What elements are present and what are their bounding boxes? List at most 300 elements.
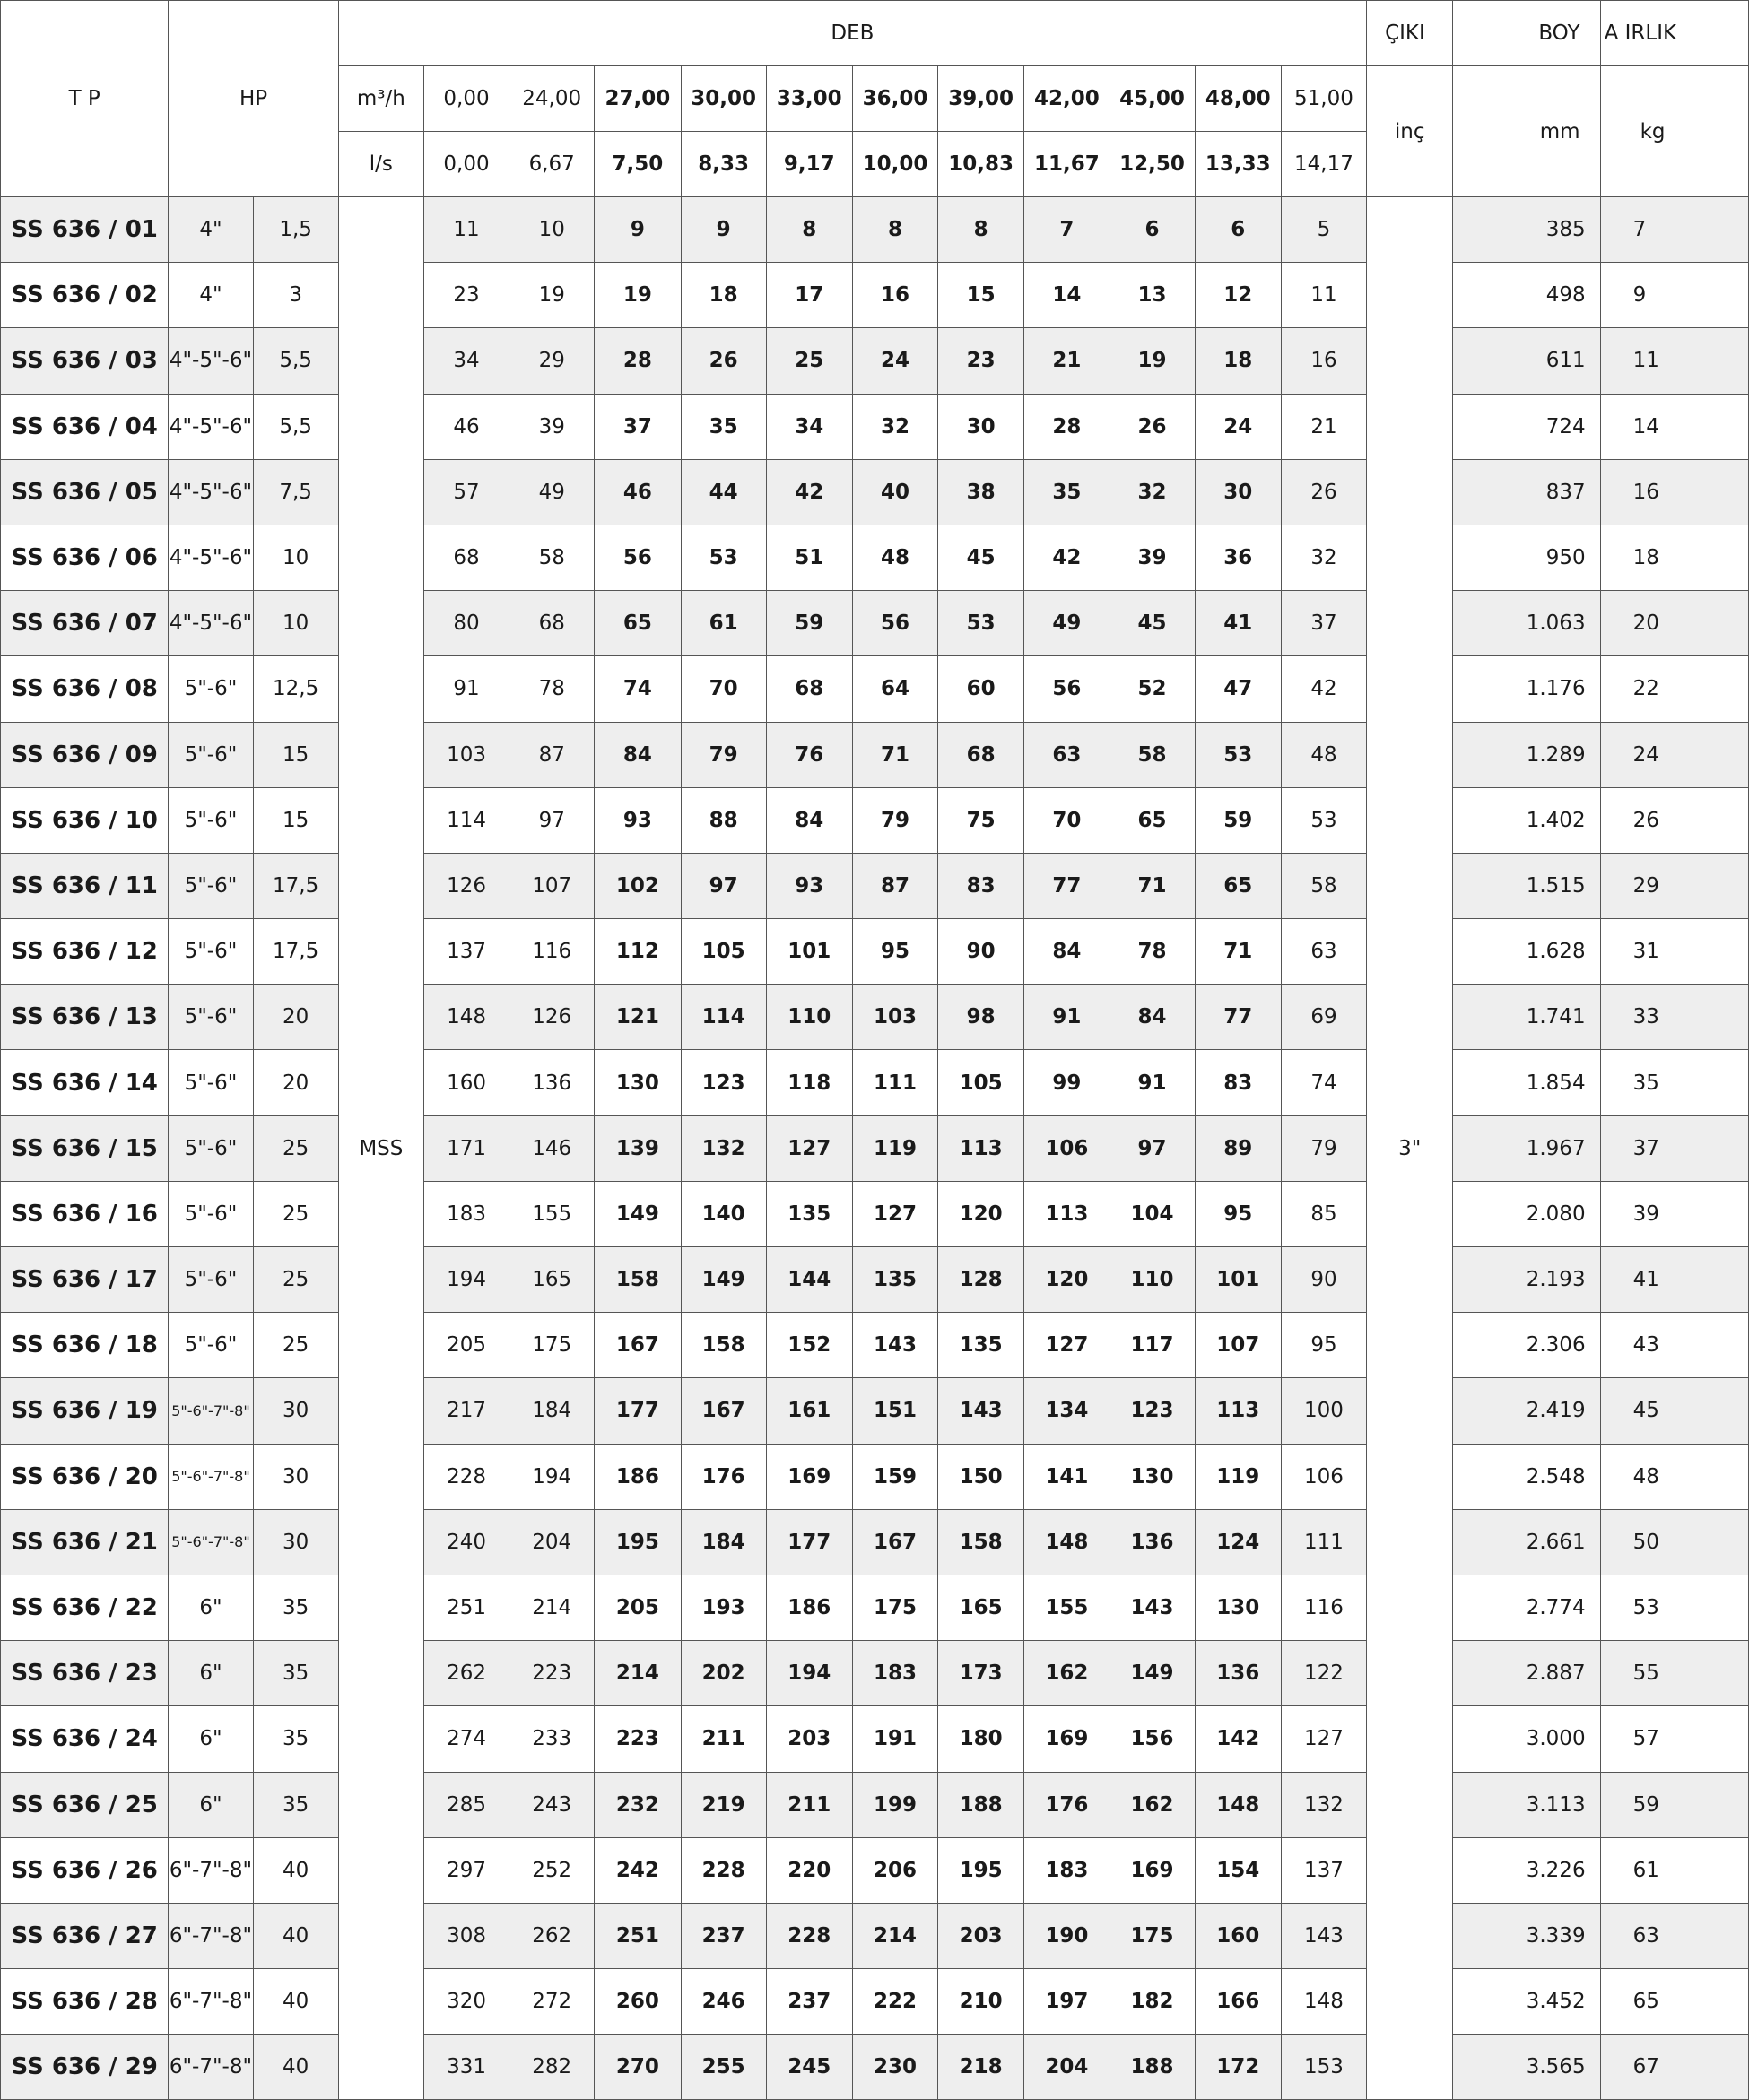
motor-size: 4" [169, 263, 253, 328]
head-value: 182 [1109, 1969, 1195, 2035]
head-value: 59 [1195, 787, 1281, 853]
head-value: 118 [766, 1050, 852, 1115]
pump-type: SS 636 / 22 [1, 1575, 169, 1640]
head-value: 320 [423, 1969, 509, 2035]
head-value: 65 [1195, 853, 1281, 918]
head-value: 228 [766, 1903, 852, 1968]
motor-size: 4"-5"-6" [169, 394, 253, 459]
pump-type: SS 636 / 21 [1, 1509, 169, 1575]
head-value: 197 [1024, 1969, 1109, 2035]
power-hp: 30 [253, 1444, 338, 1509]
head-value: 206 [852, 1837, 937, 1903]
pump-type: SS 636 / 20 [1, 1444, 169, 1509]
weight-kg: 18 [1600, 525, 1748, 590]
head-value: 194 [423, 1247, 509, 1313]
motor-size: 6"-7"-8" [169, 1969, 253, 2035]
table-row [1, 394, 1749, 459]
head-value: 205 [595, 1575, 681, 1640]
head-value: 252 [509, 1837, 595, 1903]
table-row [1, 1903, 1749, 1968]
flow-ls-4: 9,17 [766, 132, 852, 197]
table-row [1, 1641, 1749, 1706]
motor-size: 4"-5"-6" [169, 328, 253, 394]
head-value: 126 [509, 985, 595, 1050]
pump-type: SS 636 / 13 [1, 985, 169, 1050]
power-hp: 40 [253, 2035, 338, 2100]
table-row [1, 328, 1749, 394]
power-hp: 5,5 [253, 394, 338, 459]
head-value: 25 [766, 328, 852, 394]
power-hp: 30 [253, 1509, 338, 1575]
head-value: 114 [681, 985, 766, 1050]
table-row [1, 1115, 1749, 1181]
length-mm: 1.967 [1453, 1115, 1600, 1181]
length-mm: 1.176 [1453, 656, 1600, 722]
head-value: 105 [938, 1050, 1024, 1115]
weight-kg: 53 [1600, 1575, 1748, 1640]
weight-kg: 11 [1600, 328, 1748, 394]
head-value: 91 [1024, 985, 1109, 1050]
head-value: 297 [423, 1837, 509, 1903]
head-value: 169 [1024, 1706, 1109, 1772]
head-value: 26 [1281, 459, 1366, 525]
power-hp: 35 [253, 1575, 338, 1640]
head-value: 190 [1024, 1903, 1109, 1968]
motor-size: 4" [169, 197, 253, 263]
head-value: 139 [595, 1115, 681, 1181]
head-value: 171 [423, 1115, 509, 1181]
head-value: 183 [423, 1181, 509, 1246]
head-value: 6 [1109, 197, 1195, 263]
power-hp: 5,5 [253, 328, 338, 394]
flow-m3h-1: 24,00 [509, 66, 595, 132]
length-mm: 2.193 [1453, 1247, 1600, 1313]
head-value: 59 [766, 591, 852, 656]
pump-type: SS 636 / 05 [1, 459, 169, 525]
length-mm: 837 [1453, 459, 1600, 525]
head-value: 97 [509, 787, 595, 853]
head-value: 202 [681, 1641, 766, 1706]
head-value: 83 [938, 853, 1024, 918]
head-value: 63 [1024, 722, 1109, 787]
head-value: 103 [423, 722, 509, 787]
head-value: 79 [681, 722, 766, 787]
head-value: 28 [1024, 394, 1109, 459]
head-value: 141 [1024, 1444, 1109, 1509]
head-value: 195 [938, 1837, 1024, 1903]
table-row [1, 985, 1749, 1050]
head-value: 146 [509, 1115, 595, 1181]
head-value: 153 [1281, 2035, 1366, 2100]
head-value: 233 [509, 1706, 595, 1772]
power-hp: 35 [253, 1772, 338, 1837]
head-value: 23 [423, 263, 509, 328]
head-value: 175 [509, 1313, 595, 1378]
head-value: 158 [681, 1313, 766, 1378]
head-value: 70 [681, 656, 766, 722]
table-row [1, 656, 1749, 722]
head-value: 143 [1109, 1575, 1195, 1640]
head-value: 230 [852, 2035, 937, 2100]
table-row [1, 1837, 1749, 1903]
head-value: 251 [595, 1903, 681, 1968]
head-value: 69 [1281, 985, 1366, 1050]
head-value: 149 [681, 1247, 766, 1313]
motor-size: 6" [169, 1706, 253, 1772]
head-value: 240 [423, 1509, 509, 1575]
head-value: 17 [766, 263, 852, 328]
table-row [1, 197, 1749, 263]
head-value: 151 [852, 1378, 937, 1444]
head-value: 130 [1195, 1575, 1281, 1640]
weight-kg: 57 [1600, 1706, 1748, 1772]
table-row [1, 1313, 1749, 1378]
motor-size: 5"-6" [169, 722, 253, 787]
head-value: 122 [1281, 1641, 1366, 1706]
power-hp: 15 [253, 722, 338, 787]
power-hp: 3 [253, 263, 338, 328]
power-hp: 40 [253, 1969, 338, 2035]
head-value: 130 [595, 1050, 681, 1115]
head-value: 167 [852, 1509, 937, 1575]
weight-kg: 9 [1600, 263, 1748, 328]
head-value: 40 [852, 459, 937, 525]
head-value: 53 [681, 525, 766, 590]
head-value: 11 [1281, 263, 1366, 328]
head-value: 48 [1281, 722, 1366, 787]
length-mm: 3.339 [1453, 1903, 1600, 1968]
head-value: 13 [1109, 263, 1195, 328]
head-value: 220 [766, 1837, 852, 1903]
head-value: 120 [1024, 1247, 1109, 1313]
head-value: 149 [1109, 1641, 1195, 1706]
head-value: 130 [1109, 1444, 1195, 1509]
head-value: 188 [1109, 2035, 1195, 2100]
motor-size: 5"-6" [169, 1050, 253, 1115]
motor-size: 5"-6" [169, 1313, 253, 1378]
length-mm: 1.515 [1453, 853, 1600, 918]
head-value: 34 [766, 394, 852, 459]
head-value: 49 [1024, 591, 1109, 656]
head-value: 114 [423, 787, 509, 853]
head-value: 65 [1109, 787, 1195, 853]
pump-type: SS 636 / 23 [1, 1641, 169, 1706]
head-value: 167 [681, 1378, 766, 1444]
flow-ls-0: 0,00 [423, 132, 509, 197]
weight-kg: 22 [1600, 656, 1748, 722]
head-value: 32 [1109, 459, 1195, 525]
head-value: 211 [681, 1706, 766, 1772]
head-value: 255 [681, 2035, 766, 2100]
weight-kg: 35 [1600, 1050, 1748, 1115]
head-value: 160 [1195, 1903, 1281, 1968]
head-value: 84 [1024, 919, 1109, 985]
head-value: 218 [938, 2035, 1024, 2100]
head-value: 203 [938, 1903, 1024, 1968]
length-mm: 1.402 [1453, 787, 1600, 853]
head-value: 16 [1281, 328, 1366, 394]
head-value: 10 [509, 197, 595, 263]
head-value: 79 [1281, 1115, 1366, 1181]
table-row [1, 1509, 1749, 1575]
head-value: 148 [423, 985, 509, 1050]
flow-ls-8: 12,50 [1109, 132, 1195, 197]
head-value: 99 [1024, 1050, 1109, 1115]
head-value: 121 [595, 985, 681, 1050]
pump-type: SS 636 / 16 [1, 1181, 169, 1246]
table-row [1, 263, 1749, 328]
table-row [1, 853, 1749, 918]
head-value: 74 [595, 656, 681, 722]
head-value: 110 [766, 985, 852, 1050]
flow-ls-6: 10,83 [938, 132, 1024, 197]
table-row [1, 1247, 1749, 1313]
flow-m3h-9: 48,00 [1195, 66, 1281, 132]
head-value: 210 [938, 1969, 1024, 2035]
weight-kg: 43 [1600, 1313, 1748, 1378]
head-value: 90 [1281, 1247, 1366, 1313]
length-mm: 2.774 [1453, 1575, 1600, 1640]
head-value: 53 [938, 591, 1024, 656]
head-value: 161 [766, 1378, 852, 1444]
pump-type: SS 636 / 28 [1, 1969, 169, 2035]
head-value: 148 [1024, 1509, 1109, 1575]
head-value: 37 [595, 394, 681, 459]
head-value: 26 [681, 328, 766, 394]
head-value: 64 [852, 656, 937, 722]
head-value: 137 [423, 919, 509, 985]
head-value: 214 [852, 1903, 937, 1968]
head-value: 152 [766, 1313, 852, 1378]
header-cikis: ÇIKI [1367, 1, 1453, 66]
head-value: 97 [1109, 1115, 1195, 1181]
length-mm: 2.548 [1453, 1444, 1600, 1509]
head-value: 74 [1281, 1050, 1366, 1115]
head-value: 120 [938, 1181, 1024, 1246]
header-boy: BOY [1453, 1, 1600, 66]
head-value: 68 [509, 591, 595, 656]
length-mm: 3.565 [1453, 2035, 1600, 2100]
head-value: 158 [938, 1509, 1024, 1575]
length-mm: 3.452 [1453, 1969, 1600, 2035]
head-value: 87 [852, 853, 937, 918]
power-hp: 35 [253, 1641, 338, 1706]
flow-m3h-8: 45,00 [1109, 66, 1195, 132]
weight-kg: 61 [1600, 1837, 1748, 1903]
length-mm: 724 [1453, 394, 1600, 459]
head-value: 126 [423, 853, 509, 918]
head-value: 148 [1281, 1969, 1366, 2035]
flow-m3h-0: 0,00 [423, 66, 509, 132]
head-value: 228 [423, 1444, 509, 1509]
head-value: 77 [1195, 985, 1281, 1050]
head-value: 90 [938, 919, 1024, 985]
head-value: 63 [1281, 919, 1366, 985]
head-value: 204 [1024, 2035, 1109, 2100]
head-value: 36 [1195, 525, 1281, 590]
head-value: 282 [509, 2035, 595, 2100]
head-value: 262 [509, 1903, 595, 1968]
power-hp: 15 [253, 787, 338, 853]
head-value: 162 [1109, 1772, 1195, 1837]
head-value: 105 [681, 919, 766, 985]
head-value: 165 [509, 1247, 595, 1313]
head-value: 24 [1195, 394, 1281, 459]
motor-size: 6" [169, 1641, 253, 1706]
head-value: 56 [595, 525, 681, 590]
head-value: 56 [1024, 656, 1109, 722]
pump-type: SS 636 / 27 [1, 1903, 169, 1968]
length-mm: 3.226 [1453, 1837, 1600, 1903]
head-value: 39 [1109, 525, 1195, 590]
unit-mm: mm [1453, 66, 1600, 197]
length-mm: 385 [1453, 197, 1600, 263]
weight-kg: 20 [1600, 591, 1748, 656]
head-value: 93 [766, 853, 852, 918]
flow-m3h-6: 39,00 [938, 66, 1024, 132]
head-value: 106 [1281, 1444, 1366, 1509]
weight-kg: 24 [1600, 722, 1748, 787]
pump-type: SS 636 / 19 [1, 1378, 169, 1444]
length-mm: 1.741 [1453, 985, 1600, 1050]
weight-kg: 39 [1600, 1181, 1748, 1246]
head-value: 8 [938, 197, 1024, 263]
length-mm: 1.289 [1453, 722, 1600, 787]
head-value: 32 [1281, 525, 1366, 590]
head-value: 245 [766, 2035, 852, 2100]
power-hp: 35 [253, 1706, 338, 1772]
head-value: 180 [938, 1706, 1024, 1772]
weight-kg: 65 [1600, 1969, 1748, 2035]
head-value: 80 [423, 591, 509, 656]
head-value: 48 [852, 525, 937, 590]
power-hp: 20 [253, 985, 338, 1050]
motor-size: 5"-6"-7"-8" [169, 1509, 253, 1575]
head-value: 39 [509, 394, 595, 459]
head-value: 228 [681, 1837, 766, 1903]
head-value: 127 [766, 1115, 852, 1181]
head-value: 159 [852, 1444, 937, 1509]
head-value: 15 [938, 263, 1024, 328]
weight-kg: 63 [1600, 1903, 1748, 1968]
table-row [1, 1050, 1749, 1115]
power-hp: 25 [253, 1181, 338, 1246]
motor-size: 5"-6"-7"-8" [169, 1444, 253, 1509]
pump-type: SS 636 / 29 [1, 2035, 169, 2100]
head-value: 102 [595, 853, 681, 918]
head-value: 217 [423, 1378, 509, 1444]
pump-type: SS 636 / 15 [1, 1115, 169, 1181]
power-hp: 25 [253, 1313, 338, 1378]
motor-size: 5"-6" [169, 656, 253, 722]
head-value: 205 [423, 1313, 509, 1378]
head-value: 188 [938, 1772, 1024, 1837]
head-value: 35 [681, 394, 766, 459]
table-row [1, 919, 1749, 985]
power-hp: 7,5 [253, 459, 338, 525]
motor-type: MSS [338, 197, 423, 2100]
head-value: 45 [938, 525, 1024, 590]
head-value: 184 [681, 1509, 766, 1575]
head-value: 123 [681, 1050, 766, 1115]
head-value: 237 [766, 1969, 852, 2035]
weight-kg: 26 [1600, 787, 1748, 853]
power-hp: 40 [253, 1837, 338, 1903]
outlet-size: 3" [1367, 197, 1453, 2100]
head-value: 21 [1024, 328, 1109, 394]
head-value: 112 [595, 919, 681, 985]
table-row [1, 1444, 1749, 1509]
head-value: 149 [595, 1181, 681, 1246]
power-hp: 17,5 [253, 853, 338, 918]
power-hp: 20 [253, 1050, 338, 1115]
head-value: 251 [423, 1575, 509, 1640]
head-value: 166 [1195, 1969, 1281, 2035]
head-value: 186 [595, 1444, 681, 1509]
head-value: 127 [852, 1181, 937, 1246]
head-value: 194 [766, 1641, 852, 1706]
head-value: 9 [595, 197, 681, 263]
power-hp: 25 [253, 1115, 338, 1181]
table-row [1, 525, 1749, 590]
head-value: 172 [1195, 2035, 1281, 2100]
head-value: 260 [595, 1969, 681, 2035]
length-mm: 1.063 [1453, 591, 1600, 656]
motor-size: 6" [169, 1772, 253, 1837]
motor-size: 5"-6" [169, 1247, 253, 1313]
head-value: 83 [1195, 1050, 1281, 1115]
head-value: 160 [423, 1050, 509, 1115]
head-value: 143 [852, 1313, 937, 1378]
pump-type: SS 636 / 17 [1, 1247, 169, 1313]
length-mm: 950 [1453, 525, 1600, 590]
motor-size: 5"-6"-7"-8" [169, 1378, 253, 1444]
length-mm: 2.887 [1453, 1641, 1600, 1706]
head-value: 68 [766, 656, 852, 722]
flow-ls-5: 10,00 [852, 132, 937, 197]
head-value: 203 [766, 1706, 852, 1772]
head-value: 16 [852, 263, 937, 328]
length-mm: 611 [1453, 328, 1600, 394]
head-value: 107 [1195, 1313, 1281, 1378]
weight-kg: 59 [1600, 1772, 1748, 1837]
head-value: 28 [595, 328, 681, 394]
unit-ls: l/s [338, 132, 423, 197]
head-value: 214 [595, 1641, 681, 1706]
flow-ls-7: 11,67 [1024, 132, 1109, 197]
pump-type: SS 636 / 11 [1, 853, 169, 918]
head-value: 155 [509, 1181, 595, 1246]
motor-size: 6" [169, 1575, 253, 1640]
motor-size: 5"-6" [169, 985, 253, 1050]
pump-type: SS 636 / 18 [1, 1313, 169, 1378]
head-value: 26 [1109, 394, 1195, 459]
head-value: 56 [852, 591, 937, 656]
length-mm: 3.113 [1453, 1772, 1600, 1837]
pump-type: SS 636 / 26 [1, 1837, 169, 1903]
head-value: 110 [1109, 1247, 1195, 1313]
head-value: 61 [681, 591, 766, 656]
head-value: 14 [1024, 263, 1109, 328]
weight-kg: 55 [1600, 1641, 1748, 1706]
head-value: 47 [1195, 656, 1281, 722]
header-deb: DEB [338, 1, 1366, 66]
motor-size: 4"-5"-6" [169, 591, 253, 656]
head-value: 143 [938, 1378, 1024, 1444]
head-value: 136 [1109, 1509, 1195, 1575]
head-value: 101 [766, 919, 852, 985]
head-value: 113 [1195, 1378, 1281, 1444]
